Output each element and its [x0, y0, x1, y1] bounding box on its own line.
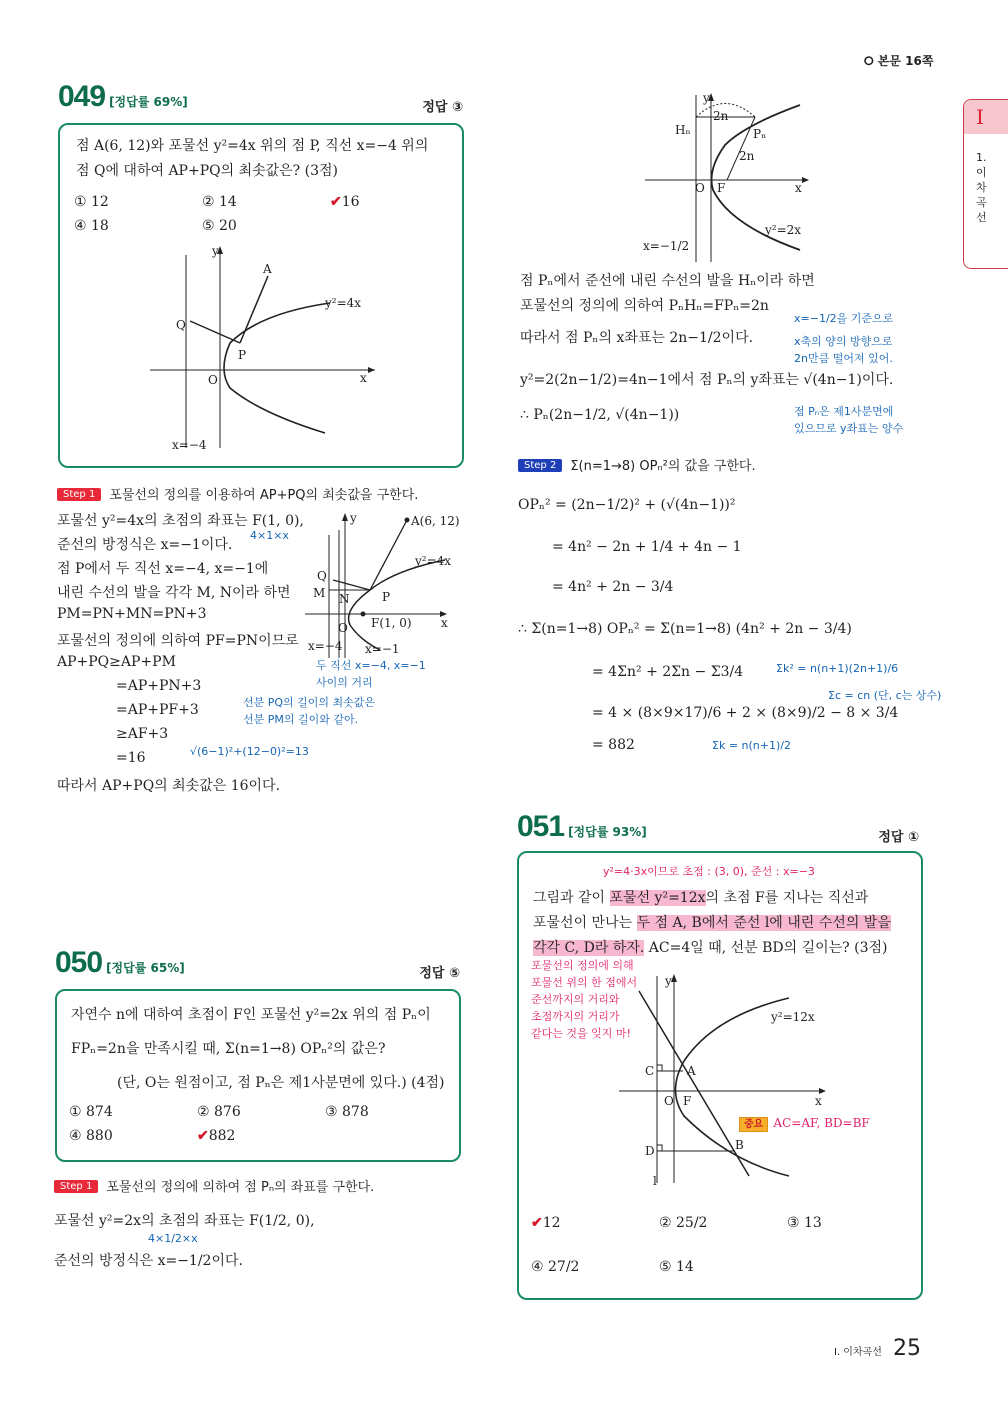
solution-line: 포물선 y²=2x의 초점의 좌표는 F(1/2, 0), [54, 1213, 315, 1229]
calc-line: OPₙ² = (2n−1/2)² + (√(4n−1))² [518, 497, 736, 513]
choice-text: 16 [341, 194, 360, 210]
highlight: 포물선 y²=12x [609, 890, 706, 906]
solution-line: 준선의 방정식은 x=−1이다. [57, 537, 233, 553]
choice-3[interactable]: ③ 13 [787, 1215, 822, 1231]
solution-line: ∴ Pₙ(2n−1/2, √(4n−1)) [520, 407, 680, 423]
svg-text:F(1, 0): F(1, 0) [371, 616, 412, 630]
chapter-tab-label [964, 134, 1008, 225]
svg-text:A: A [687, 1064, 696, 1078]
annotation: x=−1/2을 기준으로 [794, 312, 894, 325]
choice-text: 12 [542, 1215, 561, 1231]
solution-line: 포물선의 정의에 의하여 PₙHₙ=FPₙ=2n [520, 298, 769, 314]
checkmark-icon: ✔ [197, 1128, 209, 1144]
choice-5[interactable]: ⑤ 14 [659, 1259, 694, 1275]
calc-line: = 4 × (8×9×17)/6 + 2 × (8×9)/2 − 8 × 3/4 [592, 705, 899, 721]
choice-2[interactable]: ② 14 [202, 194, 237, 210]
svg-text:F: F [683, 1094, 692, 1108]
svg-text:x=−1: x=−1 [365, 642, 400, 656]
svg-text:x: x [795, 181, 802, 195]
note-line: 같다는 것을 잊지 마! [531, 1027, 631, 1040]
choice-1[interactable]: ① 12 [74, 194, 109, 210]
solution-line: =16 [116, 750, 146, 766]
svg-text:x: x [441, 616, 448, 630]
svg-text:B: B [735, 1138, 744, 1152]
problem-050-header [55, 946, 460, 980]
step-badge: Step 1 [57, 488, 101, 501]
solution-line: ≥AF+3 [116, 726, 169, 742]
svg-text:C: C [645, 1064, 655, 1078]
svg-text:D: D [645, 1144, 655, 1158]
solution-line: 점 Pₙ에서 준선에 내린 수선의 발을 Hₙ이라 하면 [520, 273, 815, 289]
problem-051-header [517, 810, 919, 844]
correct-rate: [정답률 69%] [109, 95, 188, 109]
annotation: 사이의 거리 [316, 676, 373, 689]
svg-text:l: l [653, 1174, 657, 1186]
question-line: 점 A(6, 12)와 포물선 y²=4x 위의 점 P, 직선 x=−4 위의 [76, 138, 429, 154]
svg-text:O: O [664, 1094, 674, 1108]
step-title: 포물선의 정의를 이용하여 AP+PQ의 최솟값을 구한다. [109, 488, 419, 503]
choice-4[interactable]: ④ 18 [74, 218, 109, 234]
correct-rate: [정답률 93%] [568, 825, 647, 839]
calc-line: = 4n² + 2n − 3/4 [552, 579, 674, 595]
circle-bullet-icon: ⭘ [864, 54, 878, 68]
answer-label: 정답 ⑤ [419, 966, 460, 981]
important-text: AC=AF, BD=BF [773, 1116, 870, 1130]
svg-text:2n: 2n [739, 149, 755, 163]
annotation: 4×1×x [250, 529, 289, 542]
solution-line: =AP+PF+3 [116, 702, 199, 718]
question-line: 점 Q에 대하여 AP+PQ의 최솟값은? (3점) [76, 163, 338, 179]
choice-2[interactable]: ② 25/2 [659, 1215, 708, 1231]
svg-text:y: y [665, 974, 672, 988]
svg-text:y: y [350, 511, 357, 525]
choice-5[interactable] [197, 1128, 235, 1144]
svg-text:Q: Q [176, 318, 186, 332]
solution-line: 포물선의 정의에 의하여 PF=PN이므로 [57, 633, 299, 649]
answer-label: 정답 ① [878, 830, 919, 845]
question-line [533, 937, 888, 957]
step-1-heading [57, 484, 418, 503]
svg-text:Pₙ: Pₙ [753, 127, 767, 141]
text: AC=4일 때, 선분 BD의 길이는? (3점) [648, 940, 888, 956]
note-line: 준선까지의 거리와 [531, 993, 620, 1006]
chapter-char: 이 [976, 166, 987, 179]
choice-3[interactable]: ③ 878 [325, 1104, 369, 1120]
svg-text:y²=4x: y²=4x [325, 296, 362, 310]
svg-text:O: O [695, 181, 705, 195]
step-title: Σ(n=1→8) OPₙ²의 값을 구한다. [570, 459, 756, 474]
text: 포물선이 만나는 [533, 915, 633, 931]
answer-label: 정답 ③ [422, 100, 463, 115]
problem-number: 049 [58, 80, 106, 113]
chapter-char: 차 [976, 181, 987, 194]
svg-text:x=−4: x=−4 [172, 438, 207, 452]
calc-line: ∴ Σ(n=1→8) OPₙ² = Σ(n=1→8) (4n² + 2n − 3/4) [518, 621, 852, 637]
step-1-heading [54, 1176, 374, 1195]
svg-text:F: F [717, 181, 726, 195]
page-footer [834, 1336, 921, 1361]
svg-text:Q: Q [317, 569, 327, 583]
solution-line: PM=PN+MN=PN+3 [57, 606, 207, 622]
parabola-figure [150, 243, 380, 453]
problem-050-box [55, 989, 461, 1162]
question-line: FPₙ=2n을 만족시킬 때, Σ(n=1→8) OPₙ²의 값은? [71, 1041, 386, 1057]
svg-text:2n: 2n [713, 109, 729, 123]
question-line: 자연수 n에 대하여 초점이 F인 포물선 y²=2x 위의 점 Pₙ이 [71, 1007, 431, 1023]
svg-text:Hₙ: Hₙ [675, 123, 691, 137]
calc-line: = 882 [592, 737, 635, 753]
parabola-figure-051 [619, 971, 829, 1186]
problem-number: 050 [55, 946, 103, 979]
solution-line: AP+PQ≥AP+PM [57, 654, 176, 670]
svg-text:y²=12x: y²=12x [771, 1010, 815, 1024]
footer-section: Ⅰ. 이차곡선 [834, 1347, 882, 1358]
svg-text:A(6, 12): A(6, 12) [411, 514, 460, 528]
svg-text:x: x [360, 371, 367, 385]
checkmark-icon: ✔ [330, 194, 342, 210]
problem-049-box [58, 123, 464, 468]
page-reference-text: 본문 16쪽 [877, 54, 934, 68]
highlight: 두 점 A, B에서 준선 l에 내린 수선의 발을 [636, 915, 891, 931]
page-reference [864, 52, 933, 69]
annotation: 선분 PM의 길이와 같아. [243, 713, 359, 726]
chapter-tab[interactable] [963, 99, 1008, 269]
page-number: 25 [893, 1336, 922, 1361]
solution-figure-049 [305, 510, 465, 660]
svg-text:O: O [208, 373, 218, 387]
svg-text:x: x [815, 1094, 822, 1108]
note-line: 포물선 위의 한 점에서 [531, 976, 638, 989]
svg-text:y²=4x: y²=4x [415, 554, 452, 568]
annotation: √(6−1)²+(12−0)²=13 [190, 745, 309, 758]
svg-text:y: y [703, 91, 710, 105]
svg-text:y: y [212, 244, 219, 258]
choice-1[interactable] [531, 1215, 561, 1231]
correct-rate: [정답률 65%] [106, 961, 185, 975]
annotation: y²=4·3x이므로 초점 : (3, 0), 준선 : x=−3 [603, 865, 815, 878]
solution-line: 내린 수선의 발을 각각 M, N이라 하면 [57, 585, 291, 601]
choice-3[interactable] [330, 194, 360, 210]
step-badge: Step 2 [518, 459, 562, 472]
chapter-number: 1. [976, 151, 987, 164]
important-note [739, 1112, 870, 1131]
annotation: 두 직선 x=−4, x=−1 [316, 659, 426, 672]
chapter-char: 선 [976, 211, 987, 224]
text: 의 초점 F를 지나는 직선과 [705, 890, 869, 906]
choice-1[interactable]: ① 874 [69, 1104, 113, 1120]
choice-text: 882 [208, 1128, 236, 1144]
problem-number: 051 [517, 810, 565, 843]
annotation: 선분 PQ의 길이의 최솟값은 [243, 696, 376, 709]
annotation: 점 Pₙ은 제1사분면에 [794, 405, 894, 418]
annotation: x축의 양의 방향으로 [794, 335, 893, 348]
solution-line: 포물선 y²=4x의 초점의 좌표는 F(1, 0), [57, 513, 304, 529]
question-line [533, 912, 891, 932]
step-title: 포물선의 정의에 의하여 점 Pₙ의 좌표를 구한다. [106, 1180, 375, 1195]
svg-text:O: O [338, 621, 348, 635]
important-badge: 중요 [739, 1117, 768, 1132]
solution-line: 준선의 방정식은 x=−1/2이다. [54, 1253, 243, 1269]
calc-line: = 4n² − 2n + 1/4 + 4n − 1 [552, 539, 742, 555]
annotation: Σk = n(n+1)/2 [712, 739, 791, 752]
svg-text:M: M [313, 586, 326, 600]
solution-line: y²=2(2n−1/2)=4n−1에서 점 Pₙ의 y좌표는 √(4n−1)이다. [520, 372, 894, 388]
svg-text:P: P [382, 590, 391, 604]
annotation: 2n만큼 떨어져 있어. [794, 352, 893, 365]
choice-4[interactable]: ④ 880 [69, 1128, 113, 1144]
annotation: 4×1/2×x [148, 1232, 198, 1245]
chapter-tab-roman: I [964, 100, 1008, 134]
svg-text:y²=2x: y²=2x [765, 223, 802, 237]
solution-figure-050 [635, 90, 815, 265]
svg-text:A: A [263, 262, 272, 276]
choice-5[interactable]: ⑤ 20 [202, 218, 237, 234]
choice-2[interactable]: ② 876 [197, 1104, 241, 1120]
annotation: Σk² = n(n+1)(2n+1)/6 [776, 662, 899, 675]
svg-text:x=−1/2: x=−1/2 [643, 239, 690, 253]
problem-051-box [517, 851, 923, 1300]
highlight: 각각 C, D라 하자. [533, 940, 645, 956]
step-badge: Step 1 [54, 1180, 98, 1193]
svg-text:P: P [238, 348, 247, 362]
checkmark-icon: ✔ [531, 1215, 543, 1231]
question-line: (단, O는 원점이고, 점 Pₙ은 제1사분면에 있다.) (4점) [117, 1075, 445, 1091]
solution-line: 점 P에서 두 직선 x=−4, x=−1에 [57, 561, 269, 577]
question-line [533, 887, 868, 907]
text: 그림과 같이 [533, 890, 606, 906]
solution-line: =AP+PN+3 [116, 678, 202, 694]
calc-line: = 4Σn² + 2Σn − Σ3/4 [592, 664, 744, 680]
solution-line: 따라서 점 Pₙ의 x좌표는 2n−1/2이다. [520, 330, 754, 346]
choice-4[interactable]: ④ 27/2 [531, 1259, 580, 1275]
annotation: 있으므로 y좌표는 양수 [794, 422, 904, 435]
solution-line: 따라서 AP+PQ의 최솟값은 16이다. [57, 778, 281, 794]
step-2-heading [518, 455, 756, 474]
chapter-char: 곡 [976, 196, 987, 209]
note-line: 포물선의 정의에 의해 [531, 959, 634, 972]
note-line: 초점까지의 거리가 [531, 1010, 620, 1023]
annotation: Σc = cn (단, c는 상수) [828, 689, 942, 702]
problem-049-header [58, 80, 463, 114]
svg-text:N: N [339, 592, 350, 606]
svg-text:x=−4: x=−4 [308, 639, 343, 653]
